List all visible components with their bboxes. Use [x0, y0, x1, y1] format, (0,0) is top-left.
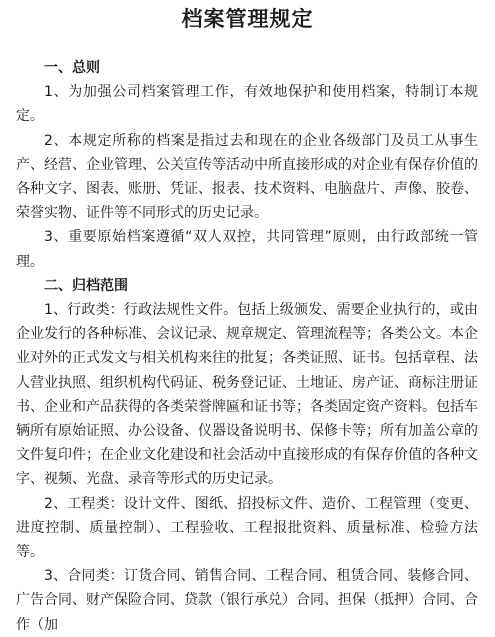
document-title: 档案管理规定: [181, 7, 314, 31]
document-body: [16, 56, 478, 637]
paragraph: 1、行政类：行政法规性文件。包括上级颁发、需要企业执行的，或由企业发行的各种标准、会议记录、规章规定、管理流程等；各类公文。本企业对外的正式发文与相关机构来往的批复；各类证照、证书。包括章程、法人营业执照、组织机构代码证、税务登记证、土地证、房产证、商标注册证书、企业和产品获得的各类荣誉牌匾和证书等；各类固定资产资料。包括车辆所有原始证照、办公设备、仪器设备说明书、保修卡等；所有加盖公章的文件复印件；在企业文化建设和社会活动中直接形成的有保存价值的各种文字、视频、光盘、录音等形式的历史记录。: [16, 302, 478, 488]
paragraph: 3、合同类：订货合同、销售合同、工程合同、租赁合同、装修合同、广告合同、财产保险合同、贷款（银行承兑）合同、担保（抵押）合同、合作（加: [16, 568, 478, 633]
paragraph: 1、为加强公司档案管理工作，有效地保护和使用档案，特制订本规定。: [16, 84, 478, 125]
paragraph: 3、重要原始档案遵循“双人双控，共同管理”原则，由行政部统一管理。: [16, 229, 478, 270]
section-general: [16, 56, 478, 274]
section-heading: 二、归档范围: [44, 277, 128, 294]
section-filing-scope: [16, 274, 478, 637]
paragraph: 2、本规定所称的档案是指过去和现在的企业各级部门及员工从事生产、经营、企业管理、公关宣传等活动中所直接形成的对企业有保存价值的各种文字、图表、账册、凭证、报表、技术资料、电脑盘片、声像、胶卷、荣誉实物、证件等不同形式的历史记录。: [16, 132, 478, 222]
section-heading: 一、总则: [44, 60, 100, 76]
paragraph: 2、工程类：设计文件、图纸、招投标文件、造价、工程管理（变更、进度控制、质量控制）、工程验收、工程报批资料、质量标准、检验方法等。: [16, 495, 478, 561]
